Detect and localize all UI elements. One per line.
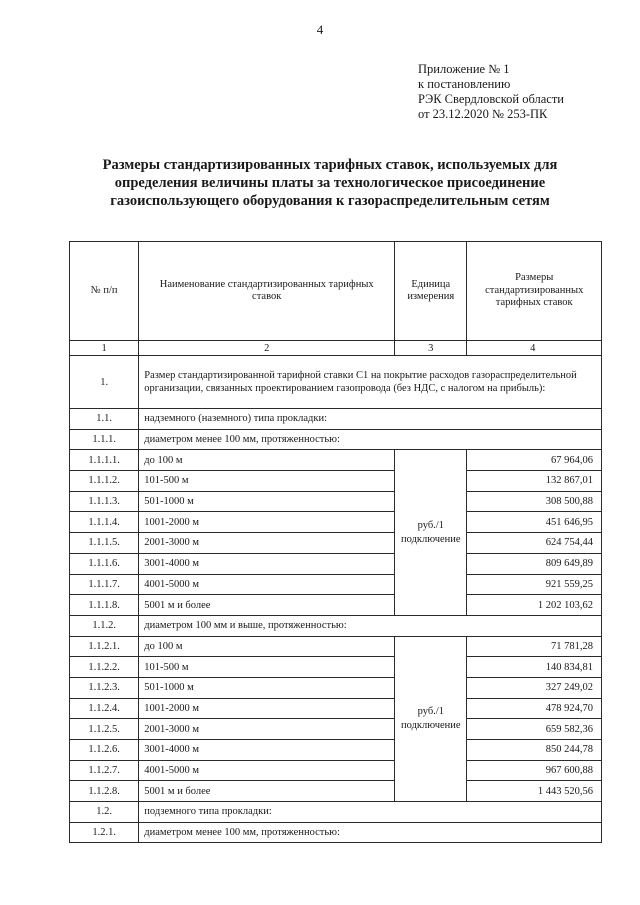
header-size — [467, 242, 602, 341]
header-name: Наименование стандартизированных тарифных ставок — [139, 242, 395, 341]
row-value: 809 649,89 — [467, 553, 602, 574]
header-size-line: стандартизированных — [485, 284, 584, 296]
row-value: 1 202 103,62 — [467, 595, 602, 616]
title-line: газоиспользующего оборудования к газораспределительным сетям — [110, 193, 550, 209]
row-name: диаметром 100 мм и выше, протяженностью: — [139, 615, 602, 636]
row-name: 2001-3000 м — [139, 533, 395, 554]
row-value: 921 559,25 — [467, 574, 602, 595]
row-name: 3001-4000 м — [139, 740, 395, 761]
row-value: 67 964,06 — [467, 450, 602, 471]
title-line: определения величины платы за технологическое присоединение — [114, 175, 546, 191]
header-num: № п/п — [70, 242, 139, 341]
row-name: надземного (наземного) типа прокладки: — [139, 409, 602, 430]
header-size-line: Размеры — [515, 272, 554, 284]
row-name: 4001-5000 м — [139, 760, 395, 781]
table-row — [70, 698, 602, 719]
page-number: 4 — [316, 22, 324, 37]
col-number: 3 — [395, 341, 467, 356]
header-unit — [395, 242, 467, 341]
table-row — [70, 822, 602, 843]
header-unit-line: Единица — [411, 278, 451, 290]
table-row — [70, 760, 602, 781]
table-row — [70, 719, 602, 740]
row-name: 1001-2000 м — [139, 698, 395, 719]
row-name: 2001-3000 м — [139, 719, 395, 740]
row-num: 1.1.2.5. — [70, 719, 139, 740]
row-name: 5001 м и более — [139, 595, 395, 616]
row-name: диаметром менее 100 мм, протяженностью: — [139, 822, 602, 843]
row-num: 1.1.1.1. — [70, 450, 139, 471]
row-value: 132 867,01 — [467, 471, 602, 492]
row-name: 4001-5000 м — [139, 574, 395, 595]
row-name: Размер стандартизированной тарифной ставки С1 на покрытие расходов газораспределительной организации, связанных проектированием газопровода (без НДС, с налогом на прибыль): — [139, 356, 602, 409]
col-number: 2 — [139, 341, 395, 356]
row-name: 5001 м и более — [139, 781, 395, 802]
table-row — [70, 533, 602, 554]
appendix-line: РЭК Свердловской области — [418, 92, 564, 106]
row-num: 1.2.1. — [70, 822, 139, 843]
row-num: 1. — [70, 356, 139, 409]
table-row — [70, 740, 602, 761]
header-row — [70, 242, 602, 341]
row-num: 1.1.1.8. — [70, 595, 139, 616]
header-unit-line: измерения — [407, 291, 455, 302]
row-num: 1.1.2. — [70, 615, 139, 636]
unit-line: руб./1 — [417, 519, 444, 531]
table-row — [70, 553, 602, 574]
row-num: 1.1.1. — [70, 429, 139, 450]
row-num: 1.1.1.2. — [70, 471, 139, 492]
row-name: 101-500 м — [139, 657, 395, 678]
row-num: 1.1.1.5. — [70, 533, 139, 554]
row-num: 1.1.2.6. — [70, 740, 139, 761]
row-name: 1001-2000 м — [139, 512, 395, 533]
appendix-line: Приложение № 1 — [418, 62, 510, 76]
row-name: 501-1000 м — [139, 491, 395, 512]
row-value: 327 249,02 — [467, 677, 602, 698]
unit-line: руб./1 — [417, 705, 444, 717]
unit-line: подключение — [401, 719, 461, 731]
table-row — [70, 636, 602, 657]
row-name: подземного типа прокладки: — [139, 802, 602, 823]
table-row — [70, 409, 602, 430]
table-row — [70, 356, 602, 409]
table-row — [70, 471, 602, 492]
row-name: 501-1000 м — [139, 677, 395, 698]
table-row — [70, 595, 602, 616]
appendix-block — [418, 62, 564, 122]
row-value: 624 754,44 — [467, 533, 602, 554]
row-num: 1.1. — [70, 409, 139, 430]
table-row — [70, 450, 602, 471]
row-num: 1.1.2.3. — [70, 677, 139, 698]
row-name: 101-500 м — [139, 471, 395, 492]
row-num: 1.1.2.7. — [70, 760, 139, 781]
row-value: 71 781,28 — [467, 636, 602, 657]
table-row — [70, 781, 602, 802]
row-value: 659 582,36 — [467, 719, 602, 740]
row-num: 1.1.1.7. — [70, 574, 139, 595]
document-title — [60, 156, 600, 210]
tariff-table — [69, 241, 602, 843]
row-num: 1.1.1.4. — [70, 512, 139, 533]
row-name: до 100 м — [139, 450, 395, 471]
table-row — [70, 491, 602, 512]
row-num: 1.1.2.8. — [70, 781, 139, 802]
row-value: 308 500,88 — [467, 491, 602, 512]
appendix-line: от 23.12.2020 № 253-ПК — [418, 107, 548, 121]
unit-cell — [395, 450, 467, 616]
unit-line: подключение — [401, 533, 461, 545]
table-row — [70, 429, 602, 450]
table-row — [70, 574, 602, 595]
unit-cell — [395, 636, 467, 802]
row-num: 1.2. — [70, 802, 139, 823]
row-name: 3001-4000 м — [139, 553, 395, 574]
row-name: до 100 м — [139, 636, 395, 657]
col-number: 1 — [70, 341, 139, 356]
appendix-line: к постановлению — [418, 77, 511, 91]
header-size-line: тарифных ставок — [495, 297, 573, 309]
row-value: 140 834,81 — [467, 657, 602, 678]
col-number: 4 — [467, 341, 602, 356]
row-num: 1.1.1.3. — [70, 491, 139, 512]
table-row — [70, 512, 602, 533]
table-row — [70, 677, 602, 698]
row-value: 967 600,88 — [467, 760, 602, 781]
row-name: диаметром менее 100 мм, протяженностью: — [139, 429, 602, 450]
title-line: Размеры стандартизированных тарифных ставок, используемых для — [102, 157, 558, 173]
row-num: 1.1.2.2. — [70, 657, 139, 678]
row-num: 1.1.2.4. — [70, 698, 139, 719]
table-row — [70, 615, 602, 636]
row-value: 1 443 520,56 — [467, 781, 602, 802]
row-value: 451 646,95 — [467, 512, 602, 533]
table-row — [70, 657, 602, 678]
column-number-row — [70, 341, 602, 356]
row-num: 1.1.2.1. — [70, 636, 139, 657]
row-num: 1.1.1.6. — [70, 553, 139, 574]
row-value: 478 924,70 — [467, 698, 602, 719]
table-row — [70, 802, 602, 823]
row-value: 850 244,78 — [467, 740, 602, 761]
